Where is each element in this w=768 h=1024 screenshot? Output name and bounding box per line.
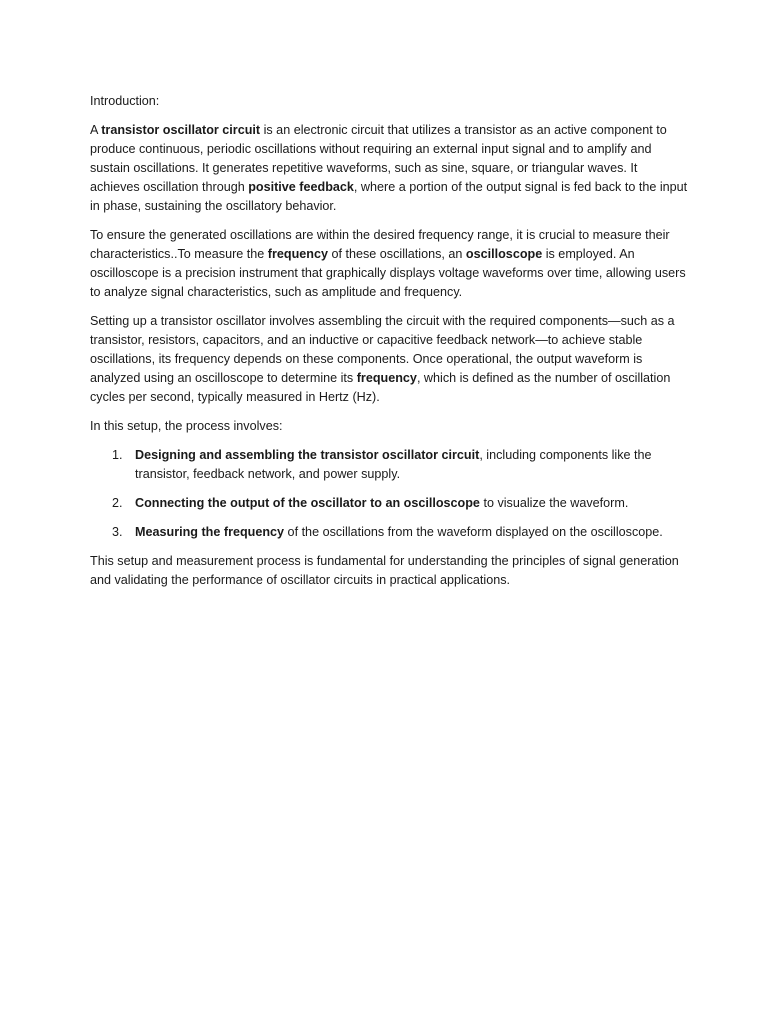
introduction-heading: Introduction: bbox=[90, 94, 160, 108]
p1-text-3: , where a portion of the output signal is fed back to the input in phase, sustaining the oscillatory behavior. bbox=[90, 180, 688, 213]
list-item-text: , including components like the transistor, feedback network, and power supply. bbox=[135, 448, 652, 481]
p2-bold-oscilloscope: oscilloscope bbox=[465, 247, 543, 261]
list-item bbox=[90, 446, 690, 484]
list-item bbox=[90, 523, 690, 542]
list-item-bold: Measuring the frequency bbox=[135, 525, 285, 539]
paragraph-transistor-oscillator bbox=[90, 121, 690, 216]
list-item-number: 2. bbox=[112, 496, 123, 510]
p3-bold-frequency: frequency bbox=[356, 371, 417, 385]
p1-bold-transistor-oscillator-circuit: transistor oscillator circuit bbox=[101, 123, 261, 137]
p2-text-3: is employed. An oscilloscope is a precision instrument that graphically displays voltage waveforms over time, allowing users to analyze signal characteristics, such as amplitude and frequency. bbox=[90, 247, 686, 299]
list-item-text: of the oscillations from the waveform displayed on the oscilloscope. bbox=[284, 525, 663, 539]
p2-text-1: To ensure the generated oscillations are within the desired frequency range, it is crucial to measure their characteristics..To measure the bbox=[90, 228, 670, 261]
p1-bold-positive-feedback: positive feedback bbox=[248, 180, 354, 194]
document-page bbox=[90, 92, 690, 600]
paragraph-process-intro: In this setup, the process involves: bbox=[90, 419, 283, 433]
p2-bold-frequency: frequency bbox=[267, 247, 328, 261]
list-item-bold: Designing and assembling the transistor oscillator circuit bbox=[135, 448, 480, 462]
paragraph-setup bbox=[90, 312, 690, 407]
process-steps-list bbox=[90, 446, 690, 542]
p2-text-2: of these oscillations, an bbox=[328, 247, 466, 261]
paragraph-conclusion: This setup and measurement process is fundamental for understanding the principles of signal generation and validating the performance of oscillator circuits in practical applications. bbox=[90, 554, 679, 587]
p3-text-1: Setting up a transistor oscillator involves assembling the circuit with the required components—such as a transistor, resistors, capacitors, and an inductive or capacitive feedback network—to achieve stable oscillations, its frequency depends on these components. Once operational, the output waveform is analyzed using an oscilloscope to determine its bbox=[90, 314, 675, 385]
p1-text-2: is an electronic circuit that utilizes a transistor as an active component to produce continuous, periodic oscillations without requiring an external input signal and to amplify and sustain oscillations. It generates repetitive waveforms, such as sine, square, or triangular waves. It achieves oscillation through bbox=[90, 123, 667, 194]
list-item-number: 1. bbox=[112, 448, 123, 462]
list-item-bold: Connecting the output of the oscillator to an oscilloscope bbox=[135, 496, 480, 510]
paragraph-frequency-measurement bbox=[90, 226, 690, 302]
p1-text-1: A bbox=[90, 123, 102, 137]
p3-text-2: , which is defined as the number of oscillation cycles per second, typically measured in Hertz (Hz). bbox=[90, 371, 671, 404]
list-item-text: to visualize the waveform. bbox=[479, 496, 629, 510]
list-item bbox=[90, 494, 690, 513]
list-item-number: 3. bbox=[112, 525, 123, 539]
